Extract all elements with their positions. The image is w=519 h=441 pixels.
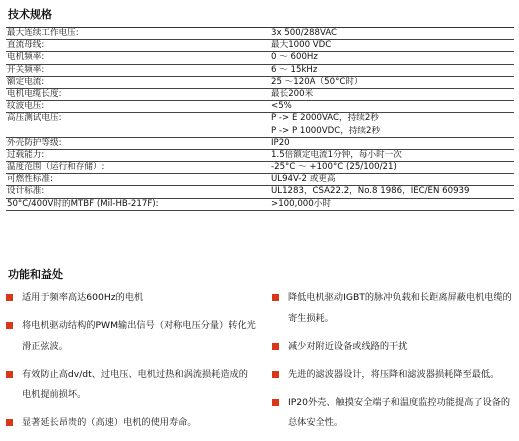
spec-key: 设计标准: — [7, 186, 45, 197]
benefit-item — [6, 365, 256, 406]
spec-row — [6, 186, 514, 198]
spec-value: <5% — [271, 101, 292, 112]
spec-value: UL1283，CSA22.2，No.8 1986，IEC/EN 60939 — [271, 186, 470, 197]
benefit-text: 降低电机驱动IGBT的脉冲负载和长距离屏蔽电机电缆的寄生损耗。 — [288, 292, 512, 324]
benefit-text: 将电机驱动结构的PWM输出信号（对称电压分量）转化光滑正弦波。 — [22, 320, 256, 352]
benefit-text: 适用于频率高达600Hz的电机 — [22, 292, 144, 303]
benefit-item — [6, 316, 256, 357]
spec-row — [6, 126, 514, 138]
spec-key: 最大连续工作电压: — [7, 28, 79, 38]
square-bullet-icon — [6, 294, 13, 301]
spec-row — [6, 199, 514, 211]
spec-row — [6, 52, 514, 64]
spec-key: 50°C/400V时的MTBF (Mil-HB-217F): — [7, 198, 159, 209]
square-bullet-icon — [6, 371, 13, 378]
benefit-text: 显著延长昂贵的（高速）电机的使用寿命。 — [22, 417, 197, 428]
spec-value: >100,000小时 — [271, 198, 331, 209]
spec-key: 额定电流: — [7, 76, 45, 87]
spec-table — [6, 27, 514, 211]
benefit-item — [272, 393, 516, 434]
spec-row — [6, 113, 514, 125]
benefits-list-left — [6, 288, 256, 441]
spec-row — [6, 150, 514, 162]
spec-row — [6, 28, 514, 40]
spec-key: 过载能力: — [7, 149, 45, 160]
spec-value: 6 ～ 15kHz — [271, 64, 318, 75]
spec-value: 1.5倍额定电流1分钟，每小时一次 — [271, 149, 402, 160]
spec-value: P -> P 1000VDC，持续2秒 — [271, 125, 381, 136]
spec-value: UL94V-2 或更高 — [271, 174, 336, 185]
spec-value: 25 ～120A（50°C时） — [271, 76, 363, 87]
spec-row — [6, 65, 514, 77]
spec-key: 高压测试电压: — [7, 113, 62, 124]
spec-value: 3x 500/288VAC — [271, 28, 338, 38]
spec-value: P -> E 2000VAC，持续2秒 — [271, 113, 379, 124]
spec-value: IP20 — [271, 137, 290, 148]
spec-key: 温度范围（运行和存储）: — [7, 162, 105, 173]
spec-value: 最长200米 — [271, 88, 314, 99]
spec-key: 纹波电压: — [7, 101, 45, 112]
spec-row — [6, 101, 514, 113]
benefits-list-right — [272, 288, 516, 441]
square-bullet-icon — [272, 343, 279, 350]
spec-row — [6, 174, 514, 186]
spec-key — [6, 126, 271, 137]
benefits-section-title: 功能和益处 — [8, 268, 63, 281]
spec-key: 开关频率: — [7, 64, 45, 75]
square-bullet-icon — [272, 399, 279, 406]
benefit-text: 减少对附近设备或线路的干扰 — [288, 340, 408, 352]
square-bullet-icon — [6, 419, 13, 426]
spec-row — [6, 40, 514, 52]
spec-row — [6, 77, 514, 89]
benefit-item — [6, 288, 256, 309]
spec-row — [6, 162, 514, 174]
spec-key: 可燃性标准: — [7, 174, 53, 185]
benefit-text: 先进的滤波器设计，将压降和滤波器损耗降至最低。 — [288, 368, 500, 380]
spec-row — [6, 89, 514, 101]
benefit-text: IP20外壳、触摸安全端子和温度监控功能提高了设备的总体安全性。 — [288, 396, 511, 428]
spec-key: 电机电缆长度: — [7, 88, 62, 99]
spec-value: 0 ～ 600Hz — [271, 52, 318, 63]
square-bullet-icon — [272, 371, 279, 378]
spec-key: 电机频率: — [7, 52, 45, 63]
spec-key: 直流母线: — [7, 40, 45, 51]
square-bullet-icon — [272, 294, 279, 301]
benefit-item — [272, 337, 516, 358]
spec-key: 外壳防护等级: — [7, 137, 62, 148]
spec-row — [6, 138, 514, 150]
spec-section-title: 技术规格 — [8, 8, 52, 21]
square-bullet-icon — [6, 322, 13, 329]
benefit-item — [272, 365, 516, 386]
spec-value: -25°C ～ +100°C (25/100/21) — [271, 162, 397, 173]
benefit-item — [272, 288, 516, 329]
benefit-item — [6, 413, 256, 434]
benefit-text: 有效防止高dv/dt、过电压、电机过热和涡流损耗造成的电机提前损坏。 — [22, 368, 248, 400]
spec-value: 最大1000 VDC — [271, 40, 332, 51]
